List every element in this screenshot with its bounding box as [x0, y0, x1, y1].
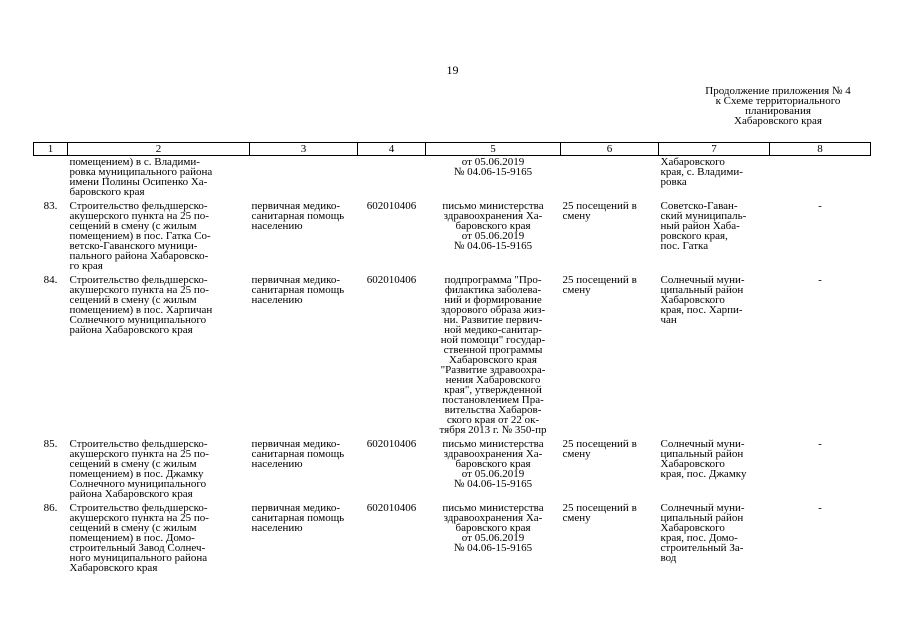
object-name-line: Строительство фельдшерско-: [69, 200, 208, 212]
basis-document-line: № 04.06-15-9165: [453, 240, 533, 252]
object-name-line: района Хабаровского края: [69, 324, 193, 336]
object-name-line: Строительство фельдшерско-: [69, 502, 208, 514]
column-header: 1: [34, 143, 68, 156]
object-capacity: [561, 275, 659, 439]
basis-document-line: ной медико-санитар-: [444, 324, 542, 336]
object-note: -: [818, 502, 822, 514]
object-purpose: [250, 156, 358, 202]
column-header: 7: [659, 143, 770, 156]
appendix-note-line-3: планирования: [745, 105, 811, 117]
object-location-line: ципальный район: [660, 512, 744, 524]
basis-document-line: письмо министерства: [442, 200, 544, 212]
object-name-line: помещением) в пос. Джамку: [69, 468, 204, 480]
object-location-line: Солнечный муни-: [660, 502, 745, 514]
basis-document-line: ной помощи" государ-: [440, 334, 546, 346]
object-location-line: Советско-Гаван-: [660, 200, 738, 212]
object-name-line: ного муниципального района: [69, 552, 208, 564]
table-row: [34, 439, 871, 503]
object-capacity-line: смену: [562, 284, 591, 296]
object-name: [68, 201, 250, 275]
table-row: [34, 503, 871, 577]
basis-document-line: от 05.06.2019: [461, 230, 525, 242]
object-location-line: края, пос. Домо-: [660, 532, 738, 544]
table-row: [34, 156, 871, 202]
object-location-line: вод: [660, 552, 677, 564]
basis-document-line: письмо министерства: [442, 502, 544, 514]
object-name-line: ветско-Гаванского муници-: [69, 240, 198, 252]
object-capacity: [561, 156, 659, 202]
object-name-line: го края: [69, 260, 103, 272]
basis-document-line: края", утвержденной: [444, 384, 542, 396]
object-location-line: ровского края,: [660, 230, 728, 242]
object-name-line: Солнечного муниципального: [69, 314, 207, 326]
object-location-line: края, пос. Джамку: [660, 468, 747, 480]
object-location-line: строительный За-: [660, 542, 744, 554]
column-header: 6: [561, 143, 659, 156]
basis-document-line: "Развитие здравоохра-: [440, 364, 546, 376]
object-name-line: помещением) в пос. Харпичан: [69, 304, 213, 316]
objects-table: [33, 142, 871, 577]
object-code: 602010406: [366, 200, 417, 212]
object-purpose: [250, 201, 358, 275]
object-location: [659, 439, 770, 503]
object-capacity: [561, 503, 659, 577]
object-note: [770, 156, 871, 202]
row-number: [34, 156, 68, 202]
object-purpose: [250, 439, 358, 503]
object-location-line: края, с. Владими-: [660, 166, 743, 178]
object-code: 602010406: [366, 274, 417, 286]
object-purpose-line: населению: [251, 458, 303, 470]
object-location-line: пос. Гатка: [660, 240, 709, 252]
object-purpose: [250, 503, 358, 577]
object-name-line: Строительство фельдшерско-: [69, 274, 208, 286]
object-name-line: ровка муниципального района: [69, 166, 213, 178]
column-header: 5: [426, 143, 561, 156]
basis-document-line: баровского края: [455, 522, 531, 534]
basis-document-line: письмо министерства: [442, 438, 544, 450]
object-purpose-line: санитарная помощь: [251, 284, 345, 296]
object-note: -: [818, 438, 822, 450]
basis-document-line: тября 2013 г. № 350-пр: [439, 424, 547, 436]
basis-document-line: здравоохранения Ха-: [443, 210, 543, 222]
object-name-line: акушерского пункта на 25 по-: [69, 284, 209, 296]
object-capacity-line: смену: [562, 210, 591, 222]
object-location-line: ципальный район: [660, 284, 744, 296]
object-name-line: строительный Завод Солнеч-: [69, 542, 206, 554]
basis-document-line: здравоохранения Ха-: [443, 448, 543, 460]
page-number: 19: [446, 63, 459, 77]
object-code: 602010406: [366, 438, 417, 450]
basis-document-line: ни. Развитие первич-: [443, 314, 543, 326]
basis-document-line: филактика заболева-: [444, 284, 542, 296]
basis-document-line: № 04.06-15-9165: [453, 542, 533, 554]
object-capacity-line: 25 посещений в: [562, 502, 637, 514]
object-name: [68, 156, 250, 202]
basis-document-line: № 04.06-15-9165: [453, 166, 533, 178]
appendix-note-line-4: Хабаровского края: [734, 115, 822, 127]
object-purpose-line: санитарная помощь: [251, 448, 345, 460]
basis-document-line: нения Хабаровского: [445, 374, 541, 386]
basis-document: [426, 156, 561, 202]
table-row: [34, 275, 871, 439]
column-header: 2: [68, 143, 250, 156]
basis-document: [426, 439, 561, 503]
object-name-line: пального района Хабаровско-: [69, 250, 209, 262]
object-name-line: сещений в смену (с жилым: [69, 458, 197, 470]
object-location-line: ский муниципаль-: [660, 210, 747, 222]
object-purpose: [250, 275, 358, 439]
object-location: [659, 275, 770, 439]
row-number: 86.: [43, 502, 58, 514]
basis-document-line: здравоохранения Ха-: [443, 512, 543, 524]
basis-document-line: здорового образа жиз-: [440, 304, 546, 316]
object-name-line: сещений в смену (с жилым: [69, 522, 197, 534]
object-location: [659, 201, 770, 275]
object-name-line: акушерского пункта на 25 по-: [69, 210, 209, 222]
object-name-line: сещений в смену (с жилым: [69, 294, 197, 306]
basis-document-line: подпрограмма "Про-: [444, 274, 542, 286]
object-capacity-line: смену: [562, 448, 591, 460]
object-purpose-line: первичная медико-: [251, 200, 341, 212]
object-purpose-line: первичная медико-: [251, 438, 341, 450]
object-location: [659, 503, 770, 577]
object-purpose-line: первичная медико-: [251, 502, 341, 514]
object-location-line: чан: [660, 314, 677, 326]
basis-document-line: ний и формирование: [444, 294, 542, 306]
object-location-line: Хабаровского: [660, 294, 725, 306]
object-location-line: ровка: [660, 176, 687, 188]
object-note: -: [818, 200, 822, 212]
row-number: 83.: [43, 200, 58, 212]
object-capacity: [561, 439, 659, 503]
basis-document-line: № 04.06-15-9165: [453, 478, 533, 490]
object-location-line: ный район Хаба-: [660, 220, 740, 232]
object-purpose-line: населению: [251, 294, 303, 306]
basis-document-line: вительства Хабаров-: [444, 404, 542, 416]
object-name-line: сещений в смену (с жилым: [69, 220, 197, 232]
object-code: 602010406: [366, 502, 417, 514]
object-location-line: Хабаровского: [660, 458, 725, 470]
appendix-continuation-note: [690, 86, 866, 126]
object-name: [68, 503, 250, 577]
object-capacity: [561, 201, 659, 275]
object-note: -: [818, 274, 822, 286]
basis-document-line: баровского края: [455, 458, 531, 470]
object-name-line: помещением) в пос. Гатка Со-: [69, 230, 211, 242]
basis-document-line: от 05.06.2019: [461, 468, 525, 480]
object-purpose-line: санитарная помощь: [251, 512, 345, 524]
object-name: [68, 275, 250, 439]
object-name-line: помещением) в пос. Домо-: [69, 532, 195, 544]
basis-document-line: от 05.06.2019: [461, 532, 525, 544]
object-purpose-line: санитарная помощь: [251, 210, 345, 222]
object-capacity-line: смену: [562, 512, 591, 524]
basis-document: [426, 201, 561, 275]
object-name: [68, 439, 250, 503]
object-location-line: Солнечный муни-: [660, 274, 745, 286]
basis-document-line: ственной программы: [443, 344, 543, 356]
object-location-line: края, пос. Харпи-: [660, 304, 743, 316]
row-number: 84.: [43, 274, 58, 286]
object-location-line: ципальный район: [660, 448, 744, 460]
object-capacity-line: 25 посещений в: [562, 438, 637, 450]
table-header-row: [34, 143, 871, 156]
object-purpose-line: первичная медико-: [251, 274, 341, 286]
table-row: [34, 201, 871, 275]
object-purpose-line: населению: [251, 220, 303, 232]
object-name-line: Солнечного муниципального: [69, 478, 207, 490]
basis-document: [426, 503, 561, 577]
basis-document-line: ского края от 22 ок-: [446, 414, 540, 426]
object-name-line: имени Полины Осипенко Ха-: [69, 176, 208, 188]
object-location: [659, 156, 770, 202]
object-name-line: района Хабаровского края: [69, 488, 193, 500]
object-name-line: Хабаровского края: [69, 562, 158, 574]
appendix-note-line-2: к Схеме территориального: [715, 95, 841, 107]
object-capacity-line: 25 посещений в: [562, 274, 637, 286]
basis-document-line: постановлением Пра-: [442, 394, 544, 406]
object-name-line: акушерского пункта на 25 по-: [69, 512, 209, 524]
object-location-line: Хабаровского: [660, 522, 725, 534]
object-location-line: Солнечный муни-: [660, 438, 745, 450]
table-body: [34, 156, 871, 578]
column-header: 3: [250, 143, 358, 156]
row-number: 85.: [43, 438, 58, 450]
basis-document-line: от 05.06.2019: [461, 156, 525, 168]
appendix-note-line-1: Продолжение приложения № 4: [705, 85, 851, 97]
column-header: 8: [770, 143, 871, 156]
column-header: 4: [358, 143, 426, 156]
object-code: [358, 156, 426, 202]
object-name-line: Строительство фельдшерско-: [69, 438, 208, 450]
object-name-line: баровского края: [69, 186, 145, 198]
basis-document-line: Хабаровского края: [449, 354, 537, 366]
object-name-line: акушерского пункта на 25 по-: [69, 448, 209, 460]
basis-document: [426, 275, 561, 439]
object-location-line: Хабаровского: [660, 156, 725, 168]
object-purpose-line: населению: [251, 522, 303, 534]
object-name-line: помещением) в с. Владими-: [69, 156, 200, 168]
object-capacity-line: 25 посещений в: [562, 200, 637, 212]
basis-document-line: баровского края: [455, 220, 531, 232]
